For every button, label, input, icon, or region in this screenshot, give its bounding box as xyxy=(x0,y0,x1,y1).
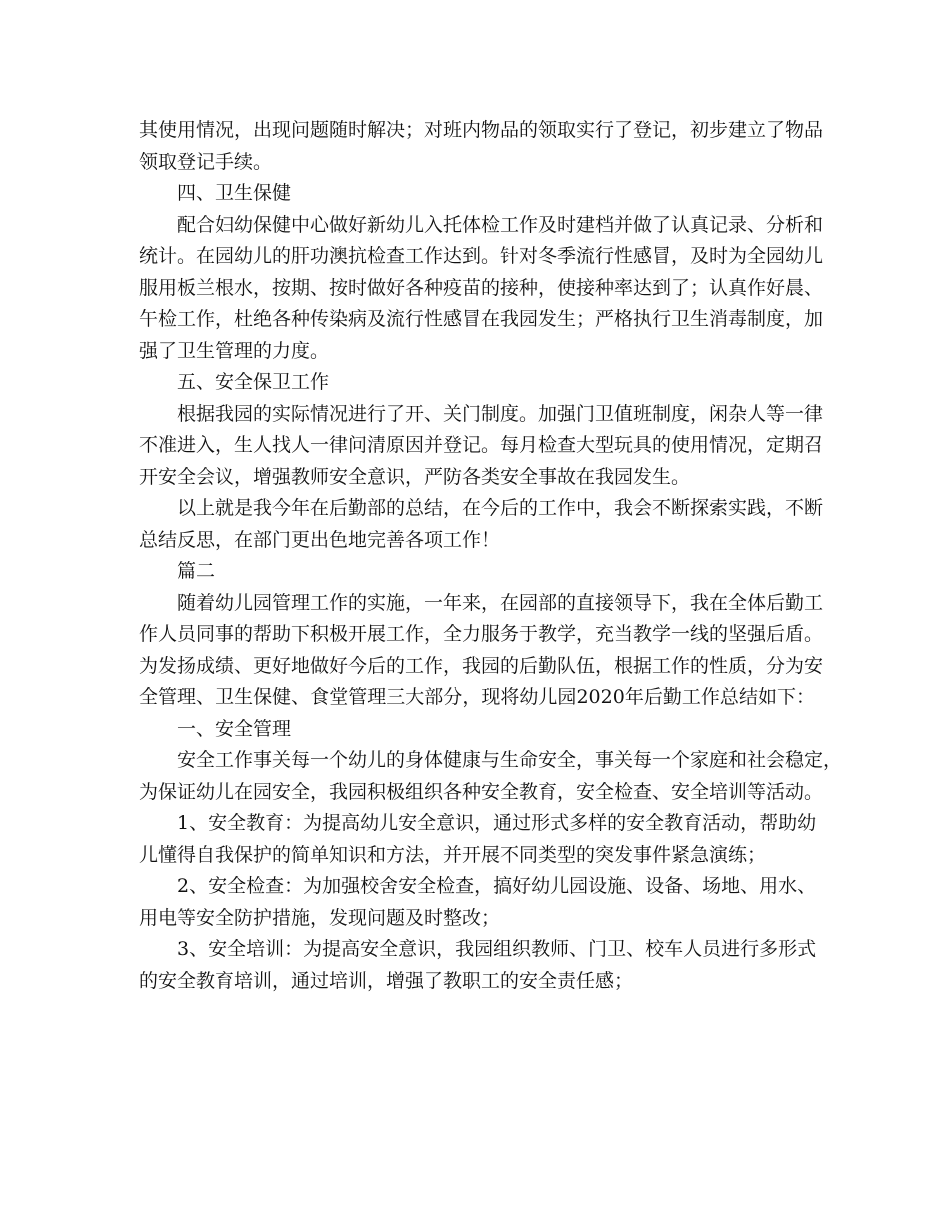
text-line: 作人员同事的帮助下积极开展工作，全力服务于教学，充当教学一线的坚强后盾。 xyxy=(139,623,824,645)
text-line: 配合妇幼保健中心做好新幼儿入托体检工作及时建档并做了认真记录、分析和 xyxy=(177,213,824,236)
text-line: 为发扬成绩、更好地做好今后的工作，我园的后勤队伍，根据工作的性质，分为安 xyxy=(139,654,824,677)
text-line: 用电等安全防护措施，发现问题及时整改； xyxy=(139,906,501,929)
text-line: 随着幼儿园管理工作的实施，一年来，在园部的直接领导下，我在全体后勤工 xyxy=(177,591,824,614)
document-body xyxy=(139,115,843,997)
text-line: 根据我园的实际情况进行了开、关门制度。加强门卫值班制度，闲杂人等一律 xyxy=(177,402,824,425)
text-line: 服用板兰根水，按期、按时做好各种疫苗的接种，使接种率达到了；认真作好晨、 xyxy=(139,276,824,299)
text-line: 领取登记手续。 xyxy=(139,150,273,173)
section-heading: 五、安全保卫工作 xyxy=(177,371,330,393)
text-line: 儿懂得自我保护的简单知识和方法，并开展不同类型的突发事件紧急演练； xyxy=(139,843,767,866)
text-line: 1、安全教育：为提高幼儿安全意识，通过形式多样的安全教育活动，帮助幼 xyxy=(177,812,817,834)
text-line: 总结反思，在部门更出色地完善各项工作！ xyxy=(139,528,501,551)
text-line: 全管理、卫生保健、食堂管理三大部分，现将幼儿园2020年后勤工作总结如下： xyxy=(139,686,815,708)
section-heading: 一、安全管理 xyxy=(177,717,292,740)
section-heading: 四、卫生保健 xyxy=(177,182,292,204)
text-line: 安全工作事关每一个幼儿的身体健康与生命安全，事关每一个家庭和社会稳定， xyxy=(177,749,843,771)
text-line: 为保证幼儿在园安全，我园积极组织各种安全教育，安全检查、安全培训等活动。 xyxy=(139,780,824,803)
section-heading: 篇二 xyxy=(177,560,216,582)
text-line: 以上就是我今年在后勤部的总结，在今后的工作中，我会不断探索实践，不断 xyxy=(177,497,824,519)
text-line: 不准进入，生人找人一律问清原因并登记。每月检查大型玩具的使用情况，定期召 xyxy=(139,434,824,456)
text-line: 3、安全培训：为提高安全意识，我园组织教师、门卫、校车人员进行多形式 xyxy=(177,938,817,960)
text-line: 统计。在园幼儿的肝功澳抗检查工作达到。针对冬季流行性感冒，及时为全园幼儿 xyxy=(139,245,824,267)
text-line: 的安全教育培训，通过培训，增强了教职工的安全责任感； xyxy=(139,969,634,992)
text-line: 2、安全检查：为加强校舍安全检查，搞好幼儿园设施、设备、场地、用水、 xyxy=(177,875,817,897)
text-line: 强了卫生管理的力度。 xyxy=(139,339,330,362)
text-line: 其使用情况，出现问题随时解决；对班内物品的领取实行了登记，初步建立了物品 xyxy=(139,119,824,141)
text-line: 午检工作，杜绝各种传染病及流行性感冒在我园发生；严格执行卫生消毒制度，加 xyxy=(139,308,824,330)
text-line: 开安全会议，增强教师安全意识，严防各类安全事故在我园发生。 xyxy=(139,465,691,488)
